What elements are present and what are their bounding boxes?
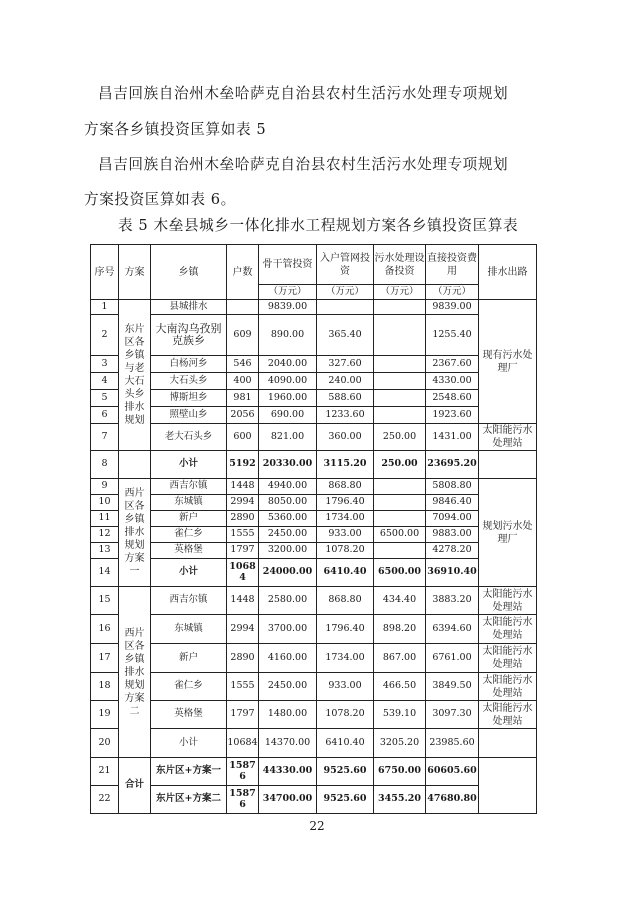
cell-equipment	[374, 315, 426, 356]
cell-household-pipe: 1734.00	[317, 644, 374, 673]
cell-main-pipe: 3700.00	[259, 615, 317, 644]
cell-household-pipe: 6410.40	[317, 559, 374, 587]
cell-equipment	[374, 543, 426, 559]
cell-equipment: 6500.00	[374, 559, 426, 587]
paragraph-1-line-1: 昌吉回族自治州木垒哈萨克自治县农村生活污水处理专项规划	[98, 85, 509, 102]
cell-main-pipe: 5360.00	[259, 511, 317, 527]
cell-equipment	[374, 390, 426, 407]
cell-seq: 4	[91, 373, 119, 390]
cell-equipment: 434.40	[374, 587, 426, 615]
cell-equipment: 6750.00	[374, 758, 426, 786]
cell-town: 雀仁乡	[151, 527, 227, 543]
cell-household-pipe: 868.80	[317, 587, 374, 615]
cell-household-pipe	[317, 300, 374, 315]
cell-main-pipe: 2580.00	[259, 587, 317, 615]
cell-direct: 9839.00	[426, 300, 479, 315]
cell-town: 小计	[151, 559, 227, 587]
cell-seq: 19	[91, 701, 119, 729]
cell-main-pipe: 4090.00	[259, 373, 317, 390]
header-town: 乡镇	[151, 245, 227, 300]
cell-main-pipe: 44330.00	[259, 758, 317, 786]
cell-household-pipe: 9525.60	[317, 786, 374, 814]
cell-equipment	[374, 511, 426, 527]
cell-households: 10684	[227, 559, 259, 587]
cell-equipment	[374, 407, 426, 424]
cell-households: 2890	[227, 511, 259, 527]
cell-direct: 9883.00	[426, 527, 479, 543]
cell-equipment: 466.50	[374, 673, 426, 701]
group-east: 东片区各乡镇与老大石头乡排水规划	[119, 300, 151, 451]
cell-household-pipe: 365.40	[317, 315, 374, 356]
cell-direct: 1255.40	[426, 315, 479, 356]
paragraph-1-line-2: 方案各乡镇投资匡算如表 5	[84, 121, 267, 138]
cell-seq: 6	[91, 407, 119, 424]
cell-households: 546	[227, 356, 259, 373]
cell-main-pipe: 4940.00	[259, 479, 317, 495]
cell-seq: 8	[91, 451, 119, 479]
cell-households: 10684	[227, 729, 259, 758]
cell-households: 2994	[227, 615, 259, 644]
cell-direct: 23695.20	[426, 451, 479, 479]
outlet-solar: 太阳能污水处理站	[479, 673, 537, 701]
header-seq: 序号	[91, 245, 119, 300]
cell-seq: 10	[91, 495, 119, 511]
cell-equipment: 3455.20	[374, 786, 426, 814]
cell-direct: 6394.60	[426, 615, 479, 644]
cell-household-pipe: 327.60	[317, 356, 374, 373]
cell-town: 照壁山乡	[151, 407, 227, 424]
cell-direct: 4330.00	[426, 373, 479, 390]
outlet-existing: 现有污水处理厂	[479, 300, 537, 424]
cell-plan-blank	[119, 451, 151, 479]
cell-town: 雀仁乡	[151, 673, 227, 701]
cell-seq: 15	[91, 587, 119, 615]
cell-households: 400	[227, 373, 259, 390]
cell-direct: 1431.00	[426, 424, 479, 451]
cell-town: 东片区+方案二	[151, 786, 227, 814]
cell-main-pipe: 8050.00	[259, 495, 317, 511]
cell-direct: 7094.00	[426, 511, 479, 527]
cell-town: 西吉尔镇	[151, 587, 227, 615]
page-number: 22	[309, 819, 325, 833]
table-caption: 表 5 木垒县城乡一体化排水工程规划方案各乡镇投资匡算表	[118, 217, 519, 234]
cell-town: 小计	[151, 451, 227, 479]
cell-town: 新户	[151, 511, 227, 527]
cell-household-pipe: 9525.60	[317, 758, 374, 786]
cell-equipment: 867.00	[374, 644, 426, 673]
cell-town: 新户	[151, 644, 227, 673]
cell-households: 15876	[227, 786, 259, 814]
cell-household-pipe: 1078.20	[317, 701, 374, 729]
cell-town: 东城镇	[151, 615, 227, 644]
cell-equipment	[374, 300, 426, 315]
cell-households: 1797	[227, 543, 259, 559]
cell-main-pipe: 690.00	[259, 407, 317, 424]
cell-household-pipe: 1078.20	[317, 543, 374, 559]
cell-equipment	[374, 356, 426, 373]
header-direct: 直接投资费用	[426, 245, 479, 285]
cell-seq: 16	[91, 615, 119, 644]
cell-direct: 9846.40	[426, 495, 479, 511]
cell-equipment: 898.20	[374, 615, 426, 644]
paragraph-2-line-2: 方案投资匡算如表 6。	[84, 191, 236, 208]
cell-household-pipe: 933.00	[317, 673, 374, 701]
cell-direct: 47680.80	[426, 786, 479, 814]
cell-direct: 23985.60	[426, 729, 479, 758]
cell-households: 5192	[227, 451, 259, 479]
cell-household-pipe: 6410.40	[317, 729, 374, 758]
cell-town: 英格堡	[151, 543, 227, 559]
cell-town: 大南沟乌孜别克族乡	[151, 315, 227, 356]
cell-households: 1448	[227, 479, 259, 495]
header-equipment: 污水处理设备投资	[374, 245, 426, 285]
cell-town: 白杨河乡	[151, 356, 227, 373]
cell-direct: 36910.40	[426, 559, 479, 587]
outlet-solar: 太阳能污水处理站	[479, 701, 537, 729]
cell-households: 1448	[227, 587, 259, 615]
cell-household-pipe: 240.00	[317, 373, 374, 390]
cell-household-pipe: 868.80	[317, 479, 374, 495]
cell-town: 老大石头乡	[151, 424, 227, 451]
cell-equipment	[374, 495, 426, 511]
cell-household-pipe: 3115.20	[317, 451, 374, 479]
header-households: 户数	[227, 245, 259, 300]
cell-household-pipe: 1796.40	[317, 615, 374, 644]
cell-households: 1555	[227, 527, 259, 543]
cell-main-pipe: 2040.00	[259, 356, 317, 373]
cell-outlet-blank	[479, 758, 537, 814]
cell-households: 1797	[227, 701, 259, 729]
group-west-plan-2: 西片区各乡镇排水规划方案二	[119, 587, 151, 758]
cell-seq: 22	[91, 786, 119, 814]
cell-seq: 11	[91, 511, 119, 527]
cell-town: 英格堡	[151, 701, 227, 729]
cell-household-pipe: 360.00	[317, 424, 374, 451]
outlet-solar: 太阳能污水处理站	[479, 615, 537, 644]
cell-household-pipe: 1734.00	[317, 511, 374, 527]
cell-main-pipe: 1480.00	[259, 701, 317, 729]
cell-main-pipe: 1960.00	[259, 390, 317, 407]
cell-direct: 3883.20	[426, 587, 479, 615]
cell-main-pipe: 821.00	[259, 424, 317, 451]
investment-table	[90, 244, 537, 814]
unit-label: （万元）	[374, 285, 426, 300]
cell-outlet-blank	[479, 451, 537, 479]
cell-town: 博斯坦乡	[151, 390, 227, 407]
cell-seq: 20	[91, 729, 119, 758]
outlet-solar: 太阳能污水处理站	[479, 587, 537, 615]
cell-seq: 3	[91, 356, 119, 373]
cell-equipment: 539.10	[374, 701, 426, 729]
unit-label: （万元）	[259, 285, 317, 300]
cell-seq: 14	[91, 559, 119, 587]
cell-households: 15876	[227, 758, 259, 786]
cell-households: 2890	[227, 644, 259, 673]
cell-direct: 5808.80	[426, 479, 479, 495]
cell-direct: 3097.30	[426, 701, 479, 729]
header-household-pipe: 入户管网投资	[317, 245, 374, 285]
header-main-pipe: 骨干管投资	[259, 245, 317, 285]
cell-town: 西吉尔镇	[151, 479, 227, 495]
cell-main-pipe: 34700.00	[259, 786, 317, 814]
cell-outlet-blank	[479, 729, 537, 758]
cell-town: 小计	[151, 729, 227, 758]
cell-seq: 17	[91, 644, 119, 673]
cell-direct: 1923.60	[426, 407, 479, 424]
cell-direct: 4278.20	[426, 543, 479, 559]
cell-direct: 60605.60	[426, 758, 479, 786]
unit-label: （万元）	[426, 285, 479, 300]
cell-main-pipe: 20330.00	[259, 451, 317, 479]
cell-household-pipe: 933.00	[317, 527, 374, 543]
cell-main-pipe: 2450.00	[259, 527, 317, 543]
unit-label: （万元）	[317, 285, 374, 300]
cell-equipment: 250.00	[374, 451, 426, 479]
group-total: 合计	[119, 758, 151, 814]
header-outlet: 排水出路	[479, 245, 537, 300]
header-plan: 方案	[119, 245, 151, 300]
cell-household-pipe: 1796.40	[317, 495, 374, 511]
cell-household-pipe: 588.60	[317, 390, 374, 407]
cell-seq: 7	[91, 424, 119, 451]
cell-direct: 2367.60	[426, 356, 479, 373]
cell-households	[227, 300, 259, 315]
outlet-solar: 太阳能污水处理站	[479, 424, 537, 451]
cell-households: 1555	[227, 673, 259, 701]
cell-main-pipe: 24000.00	[259, 559, 317, 587]
cell-town: 大石头乡	[151, 373, 227, 390]
cell-households: 2994	[227, 495, 259, 511]
cell-equipment	[374, 479, 426, 495]
cell-households: 609	[227, 315, 259, 356]
cell-main-pipe: 3200.00	[259, 543, 317, 559]
cell-seq: 2	[91, 315, 119, 356]
outlet-solar: 太阳能污水处理站	[479, 644, 537, 673]
cell-town: 东片区+方案一	[151, 758, 227, 786]
cell-main-pipe: 4160.00	[259, 644, 317, 673]
cell-direct: 3849.50	[426, 673, 479, 701]
group-west-plan-1: 西片区各乡镇排水规划方案一	[119, 479, 151, 587]
cell-main-pipe: 2450.00	[259, 673, 317, 701]
cell-equipment: 3205.20	[374, 729, 426, 758]
cell-equipment: 250.00	[374, 424, 426, 451]
cell-main-pipe: 9839.00	[259, 300, 317, 315]
cell-equipment	[374, 373, 426, 390]
cell-households: 2056	[227, 407, 259, 424]
cell-seq: 9	[91, 479, 119, 495]
cell-main-pipe: 14370.00	[259, 729, 317, 758]
cell-seq: 13	[91, 543, 119, 559]
paragraph-2-line-1: 昌吉回族自治州木垒哈萨克自治县农村生活污水处理专项规划	[98, 156, 509, 173]
cell-household-pipe: 1233.60	[317, 407, 374, 424]
cell-town: 县城排水	[151, 300, 227, 315]
cell-equipment: 6500.00	[374, 527, 426, 543]
cell-seq: 5	[91, 390, 119, 407]
cell-seq: 1	[91, 300, 119, 315]
cell-seq: 18	[91, 673, 119, 701]
cell-seq: 21	[91, 758, 119, 786]
cell-households: 981	[227, 390, 259, 407]
outlet-planned: 规划污水处理厂	[479, 479, 537, 587]
cell-direct: 2548.60	[426, 390, 479, 407]
cell-households: 600	[227, 424, 259, 451]
cell-direct: 6761.00	[426, 644, 479, 673]
cell-main-pipe: 890.00	[259, 315, 317, 356]
cell-seq: 12	[91, 527, 119, 543]
cell-town: 东城镇	[151, 495, 227, 511]
